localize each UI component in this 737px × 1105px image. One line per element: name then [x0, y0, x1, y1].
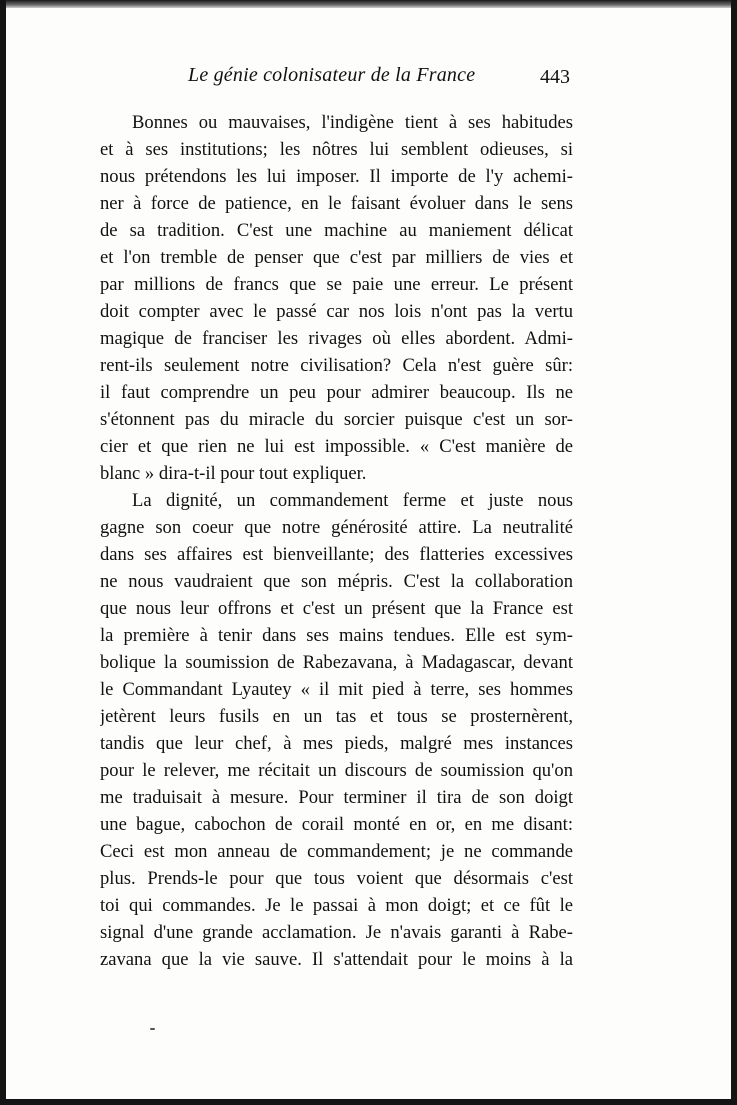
- text-line: par millions de francs que se paie une erreur. Le présent: [100, 274, 573, 295]
- text-line: ner à force de patience, en le faisant évoluer dans le sens: [100, 193, 573, 214]
- text-line: nous prétendons les lui imposer. Il importe de l'y achemi-: [100, 166, 573, 187]
- text-line: jetèrent leurs fusils en un tas et tous se prosternèrent,: [100, 706, 573, 727]
- text-line: toi qui commandes. Je le passai à mon doigt; et ce fût le: [100, 895, 573, 916]
- text-line: blanc » dira-t-il pour tout expliquer.: [100, 463, 367, 484]
- text-line: dans ses affaires est bienveillante; des flatteries excessives: [100, 544, 573, 565]
- text-line: et à ses institutions; les nôtres lui semblent odieuses, si: [100, 139, 573, 160]
- text-line: le Commandant Lyautey « il mit pied à terre, ses hommes: [100, 679, 573, 700]
- text-line: signal d'une grande acclamation. Je n'avais garanti à Rabe-: [100, 922, 573, 943]
- text-line: ne nous vaudraient que son mépris. C'est la collaboration: [100, 571, 573, 592]
- text-line: magique de franciser les rivages où elles abordent. Admi-: [100, 328, 573, 349]
- text-line: doit compter avec le passé car nos lois n'ont pas la vertu: [100, 301, 573, 322]
- text-line: zavana que la vie sauve. Il s'attendait pour le moins à la: [100, 949, 573, 970]
- text-line: s'étonnent pas du miracle du sorcier puisque c'est un sor-: [100, 409, 573, 430]
- scan-border-left: [0, 0, 6, 1105]
- paragraph-2: [100, 487, 573, 973]
- page-header: [96, 62, 580, 94]
- scan-border-bottom: [0, 1099, 737, 1105]
- page-number: 443: [540, 66, 570, 88]
- scan-border-top: [0, 0, 737, 8]
- text-line: bolique la soumission de Rabezavana, à Madagascar, devant: [100, 652, 573, 673]
- text-line: tandis que leur chef, à mes pieds, malgré mes instances: [100, 733, 573, 754]
- scan-speck: [150, 1028, 155, 1030]
- text-line: rent-ils seulement notre civilisation? Cela n'est guère sûr:: [100, 355, 573, 376]
- text-line: et l'on tremble de penser que c'est par milliers de vies et: [100, 247, 573, 268]
- text-line: La dignité, un commandement ferme et juste nous: [132, 490, 573, 511]
- text-line: que nous leur offrons et c'est un présent que la France est: [100, 598, 573, 619]
- text-line: pour le relever, me récitait un discours de soumission qu'on: [100, 760, 573, 781]
- text-line: une bague, cabochon de corail monté en or, en me disant:: [100, 814, 573, 835]
- text-line: cier et que rien ne lui est impossible. « C'est manière de: [100, 436, 573, 457]
- paragraph-1: [100, 109, 573, 487]
- text-line: la première à tenir dans ses mains tendues. Elle est sym-: [100, 625, 573, 646]
- text-line: il faut comprendre un peu pour admirer beaucoup. Ils ne: [100, 382, 573, 403]
- scan-border-right: [731, 0, 737, 1105]
- text-line: plus. Prends-le pour que tous voient que désormais c'est: [100, 868, 573, 889]
- body-text: [100, 109, 573, 973]
- text-line: Ceci est mon anneau de commandement; je ne commande: [100, 841, 573, 862]
- running-title: Le génie colonisateur de la France: [188, 64, 476, 86]
- text-line: gagne son coeur que notre générosité attire. La neutralité: [100, 517, 573, 538]
- text-line: de sa tradition. C'est une machine au maniement délicat: [100, 220, 573, 241]
- text-line: Bonnes ou mauvaises, l'indigène tient à ses habitudes: [132, 112, 573, 133]
- text-line: me traduisait à mesure. Pour terminer il tira de son doigt: [100, 787, 573, 808]
